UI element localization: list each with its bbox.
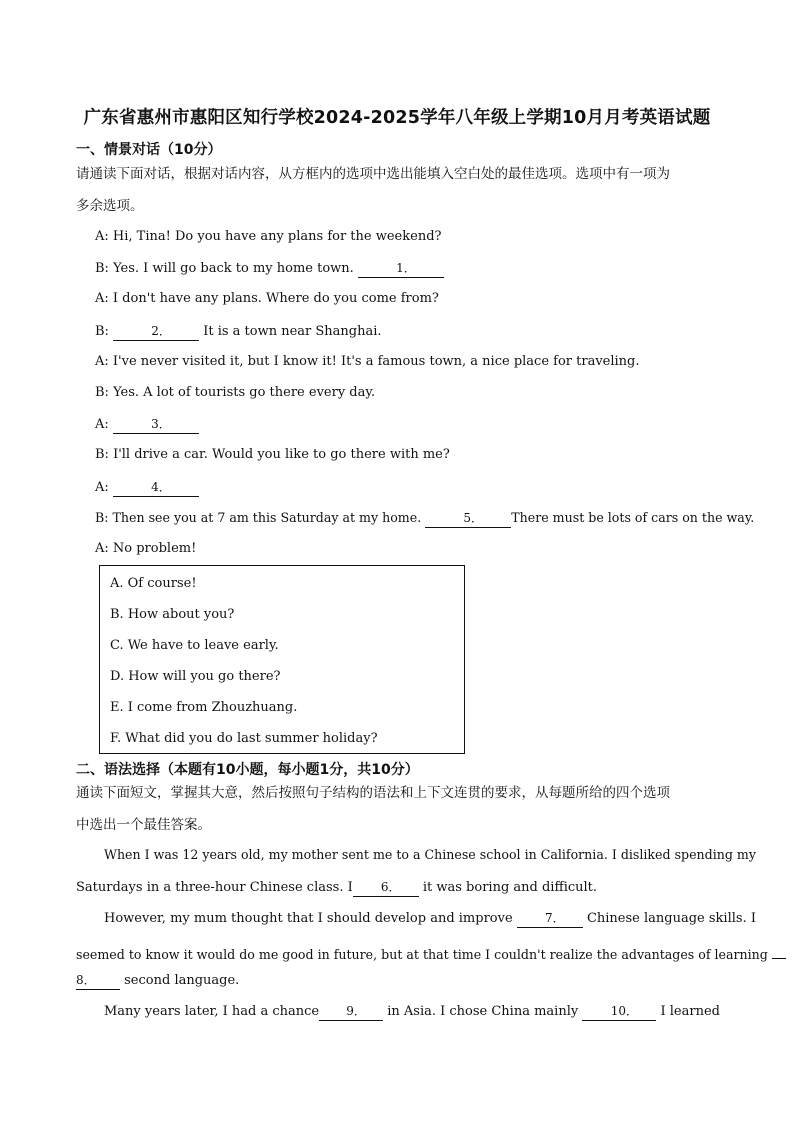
passage-line-2-a: Saturdays in a three-hour Chinese class. I — [76, 880, 353, 895]
blank-5-number: 5． — [463, 511, 484, 525]
blank-6[interactable] — [353, 879, 419, 897]
dialogue-line-11: A: No problem! — [95, 541, 197, 556]
passage-line-6 — [104, 1003, 720, 1021]
passage-line-6-c: I learned — [660, 1004, 720, 1019]
dialogue-line-2-text: B: Yes. I will go back to my home town. — [95, 261, 354, 276]
blank-10[interactable] — [582, 1003, 656, 1021]
option-c: C. We have to leave early. — [110, 638, 279, 653]
option-e: E. I come from Zhouzhuang. — [110, 700, 298, 715]
dialogue-line-10-text: B: Then see you at 7 am this Saturday at my home. — [95, 510, 422, 525]
passage-line-4-text: seemed to know it would do me good in future, but at that time I couldn't realize the advantages of learning — [76, 947, 768, 962]
section-2-heading: 二、语法选择（本题有10小题，每小题1分，共10分） — [76, 762, 419, 778]
dialogue-line-3: A: I don't have any plans. Where do you come from? — [95, 291, 439, 306]
blank-7[interactable] — [517, 910, 583, 928]
passage-line-5-text: second language. — [124, 973, 240, 988]
dialogue-line-4-text: It is a town near Shanghai. — [203, 324, 382, 339]
blank-6-number: 6． — [380, 880, 401, 894]
blank-4[interactable] — [113, 479, 199, 497]
dialogue-line-2 — [95, 260, 444, 278]
dialogue-line-10 — [95, 510, 754, 528]
dialogue-line-6: B: Yes. A lot of tourists go there every day. — [95, 385, 376, 400]
blank-7-number: 7． — [544, 911, 565, 925]
passage-line-3 — [104, 910, 756, 928]
option-d: D. How will you go there? — [110, 669, 281, 684]
passage-line-3-b: Chinese language skills. I — [586, 911, 756, 926]
section-2-instruction-line-1: 通读下面短文，掌握其大意，然后按照句子结构的语法和上下文连贯的要求，从每题所给的四个选项 — [76, 785, 670, 801]
passage-line-2 — [76, 879, 597, 897]
blank-5[interactable] — [425, 510, 511, 528]
blank-8-number: 8． — [76, 973, 96, 987]
option-f: F. What did you do last summer holiday? — [110, 731, 378, 746]
dialogue-line-4 — [95, 323, 382, 341]
dialogue-line-7 — [95, 416, 199, 434]
section-1-instruction — [76, 158, 722, 222]
section-1-instruction-line-2: 多余选项。 — [76, 198, 144, 214]
blank-10-number: 10． — [610, 1004, 638, 1018]
blank-8[interactable] — [76, 972, 120, 990]
passage-line-3-a: However, my mum thought that I should develop and improve — [104, 911, 513, 926]
dialogue-line-9 — [95, 479, 199, 497]
dialogue-line-4-prefix: B: — [95, 324, 109, 339]
blank-4-number: 4． — [151, 480, 171, 494]
blank-9[interactable] — [319, 1003, 383, 1021]
blank-1[interactable] — [358, 260, 444, 278]
passage-line-1: When I was 12 years old, my mother sent me to a Chinese school in California. I disliked spending my — [104, 847, 756, 862]
page-title: 广东省惠州市惠阳区知行学校2024-2025学年八年级上学期10月月考英语试题 — [83, 108, 711, 128]
option-b: B. How about you? — [110, 607, 235, 622]
section-2-instruction-line-2: 中选出一个最佳答案。 — [76, 817, 211, 833]
passage-line-6-a: Many years later, I had a chance — [104, 1004, 320, 1019]
blank-1-number: 1． — [396, 261, 416, 275]
options-box — [99, 565, 465, 754]
section-1-instruction-line-1: 请通读下面对话，根据对话内容，从方框内的选项中选出能填入空白处的最佳选项。选项中有一项为 — [76, 166, 670, 182]
passage-line-2-b: it was boring and difficult. — [422, 880, 598, 895]
option-a: A. Of course! — [110, 576, 197, 591]
passage-line-6-b: in Asia. I chose China mainly — [387, 1004, 579, 1019]
dialogue-line-10-after: There must be lots of cars on the way. — [511, 510, 755, 525]
blank-2[interactable] — [113, 323, 199, 341]
blank-3-number: 3． — [151, 417, 171, 431]
dialogue-line-5: A: I've never visited it, but I know it! It's a famous town, a nice place for traveling. — [95, 354, 640, 369]
blank-9-number: 9． — [346, 1004, 366, 1018]
dialogue-line-1: A: Hi, Tina! Do you have any plans for the weekend? — [95, 229, 442, 244]
section-1-heading: 一、情景对话（10分） — [76, 142, 222, 158]
dialogue-line-8: B: I'll drive a car. Would you like to go there with me? — [95, 447, 450, 462]
section-2-instruction — [76, 777, 722, 841]
blank-8-start[interactable] — [772, 941, 786, 959]
blank-2-number: 2． — [151, 324, 171, 338]
dialogue-line-7-prefix: A: — [95, 417, 109, 432]
passage-line-4 — [76, 941, 786, 962]
passage-line-5 — [76, 972, 239, 990]
dialogue-line-9-prefix: A: — [95, 480, 109, 495]
blank-3[interactable] — [113, 416, 199, 434]
